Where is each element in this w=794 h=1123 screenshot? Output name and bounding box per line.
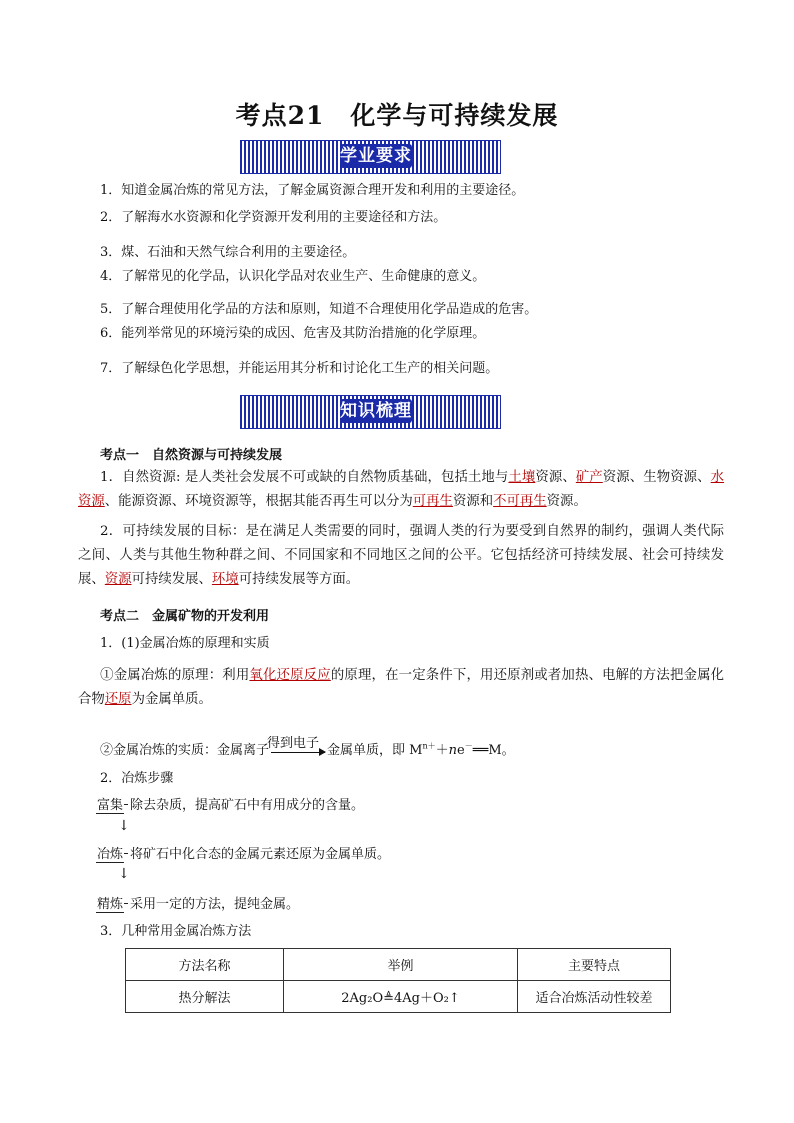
down-arrow-icon: ↓ xyxy=(118,866,130,882)
banner-knowledge xyxy=(240,395,501,429)
banner-requirements xyxy=(240,140,501,174)
table-header: 举例 xyxy=(284,949,518,981)
paragraph-natural-resources: 1．自然资源: 是人类社会发展不可或缺的自然物质基础，包括土地与土壤资源、矿产资源、生物资源、水资源、能源资源、环境资源等，根据其能否再生可以分为可再生资源和不可再生资源。 xyxy=(78,470,725,509)
table-header-row xyxy=(126,949,671,981)
table-cell: 热分解法 xyxy=(126,981,284,1013)
requirement-item: 2．了解海水水资源和化学资源开发利用的主要途径和方法。 xyxy=(100,210,447,225)
requirement-item: 1．知道金属冶炼的常见方法，了解金属资源合理开发和利用的主要途径。 xyxy=(100,183,525,198)
smelting-methods-table xyxy=(125,948,671,1013)
subheading: 2．冶炼步骤 xyxy=(100,771,174,786)
blank-answer: 可再生 xyxy=(412,494,453,509)
banner-label: 学业要求 xyxy=(340,146,412,166)
section-heading: 考点一 自然资源与可持续发展 xyxy=(100,448,283,463)
requirement-item: 3．煤、石油和天然气综合利用的主要途径。 xyxy=(100,245,356,260)
blank-answer: 水资源 xyxy=(78,470,725,509)
blank-answer: 资源 xyxy=(104,572,132,587)
blank-answer: 土壤 xyxy=(508,470,536,485)
step-smelting: 冶炼 将矿石中化合态的金属元素还原为金属单质。 xyxy=(96,843,390,863)
table-cell: 2Ag₂O≜4Ag＋O₂↑ xyxy=(284,981,518,1013)
requirement-item: 4．了解常见的化学品，认识化学品对农业生产、生命健康的意义。 xyxy=(100,269,486,284)
subheading: 1．(1)金属冶炼的原理和实质 xyxy=(100,636,270,651)
blank-answer: 还原 xyxy=(104,692,132,707)
table-cell: 适合冶炼活动性较差 xyxy=(518,981,671,1013)
paragraph-sustainable-goal: 2．可持续发展的目标：是在满足人类需要的同时，强调人类的行为要受到自然界的制约，强调人类代际之间、人类与其他生物种群之间、不同国家和不同地区之间的公平。它包括经济可持续发展、社会可持续发展、资源可持续发展、环境可持续发展等方面。 xyxy=(78,524,724,587)
requirement-item: 6．能列举常见的环境污染的成因、危害及其防治措施的化学原理。 xyxy=(100,326,486,341)
blank-answer: 不可再生 xyxy=(493,494,547,509)
table-header: 主要特点 xyxy=(518,949,671,981)
reaction-arrow: 得到电子 xyxy=(271,750,325,751)
requirement-item: 7．了解绿色化学思想，并能运用其分析和讨论化工生产的相关问题。 xyxy=(100,361,499,376)
requirement-item: 5．了解合理使用化学品的方法和原则，知道不合理使用化学品造成的危害。 xyxy=(100,302,538,317)
subheading: 3．几种常用金属冶炼方法 xyxy=(100,924,252,939)
blank-answer: 矿产 xyxy=(575,470,603,485)
blank-answer: 氧化还原反应 xyxy=(249,668,331,683)
step-refining: 精炼 采用一定的方法，提纯金属。 xyxy=(96,893,299,913)
banner-label: 知识梳理 xyxy=(340,401,412,421)
blank-answer: 环境 xyxy=(211,572,239,587)
section-heading: 考点二 金属矿物的开发利用 xyxy=(100,609,270,624)
table-row xyxy=(126,981,671,1013)
paragraph-principle: ①金属冶炼的原理：利用氧化还原反应的原理，在一定条件下，用还原剂或者加热、电解的方法把金属化合物还原为金属单质。 xyxy=(78,668,725,707)
page-title: 考点21 化学与可持续发展 xyxy=(235,101,559,130)
down-arrow-icon: ↓ xyxy=(118,818,130,834)
table-header: 方法名称 xyxy=(126,949,284,981)
step-enrichment: 富集 除去杂质，提高矿石中有用成分的含量。 xyxy=(96,794,364,814)
metal-essence-equation: ②金属冶炼的实质：金属离子 得到电子 金属单质，即 $M^{n+}+ne^-══M$。 xyxy=(100,736,515,758)
